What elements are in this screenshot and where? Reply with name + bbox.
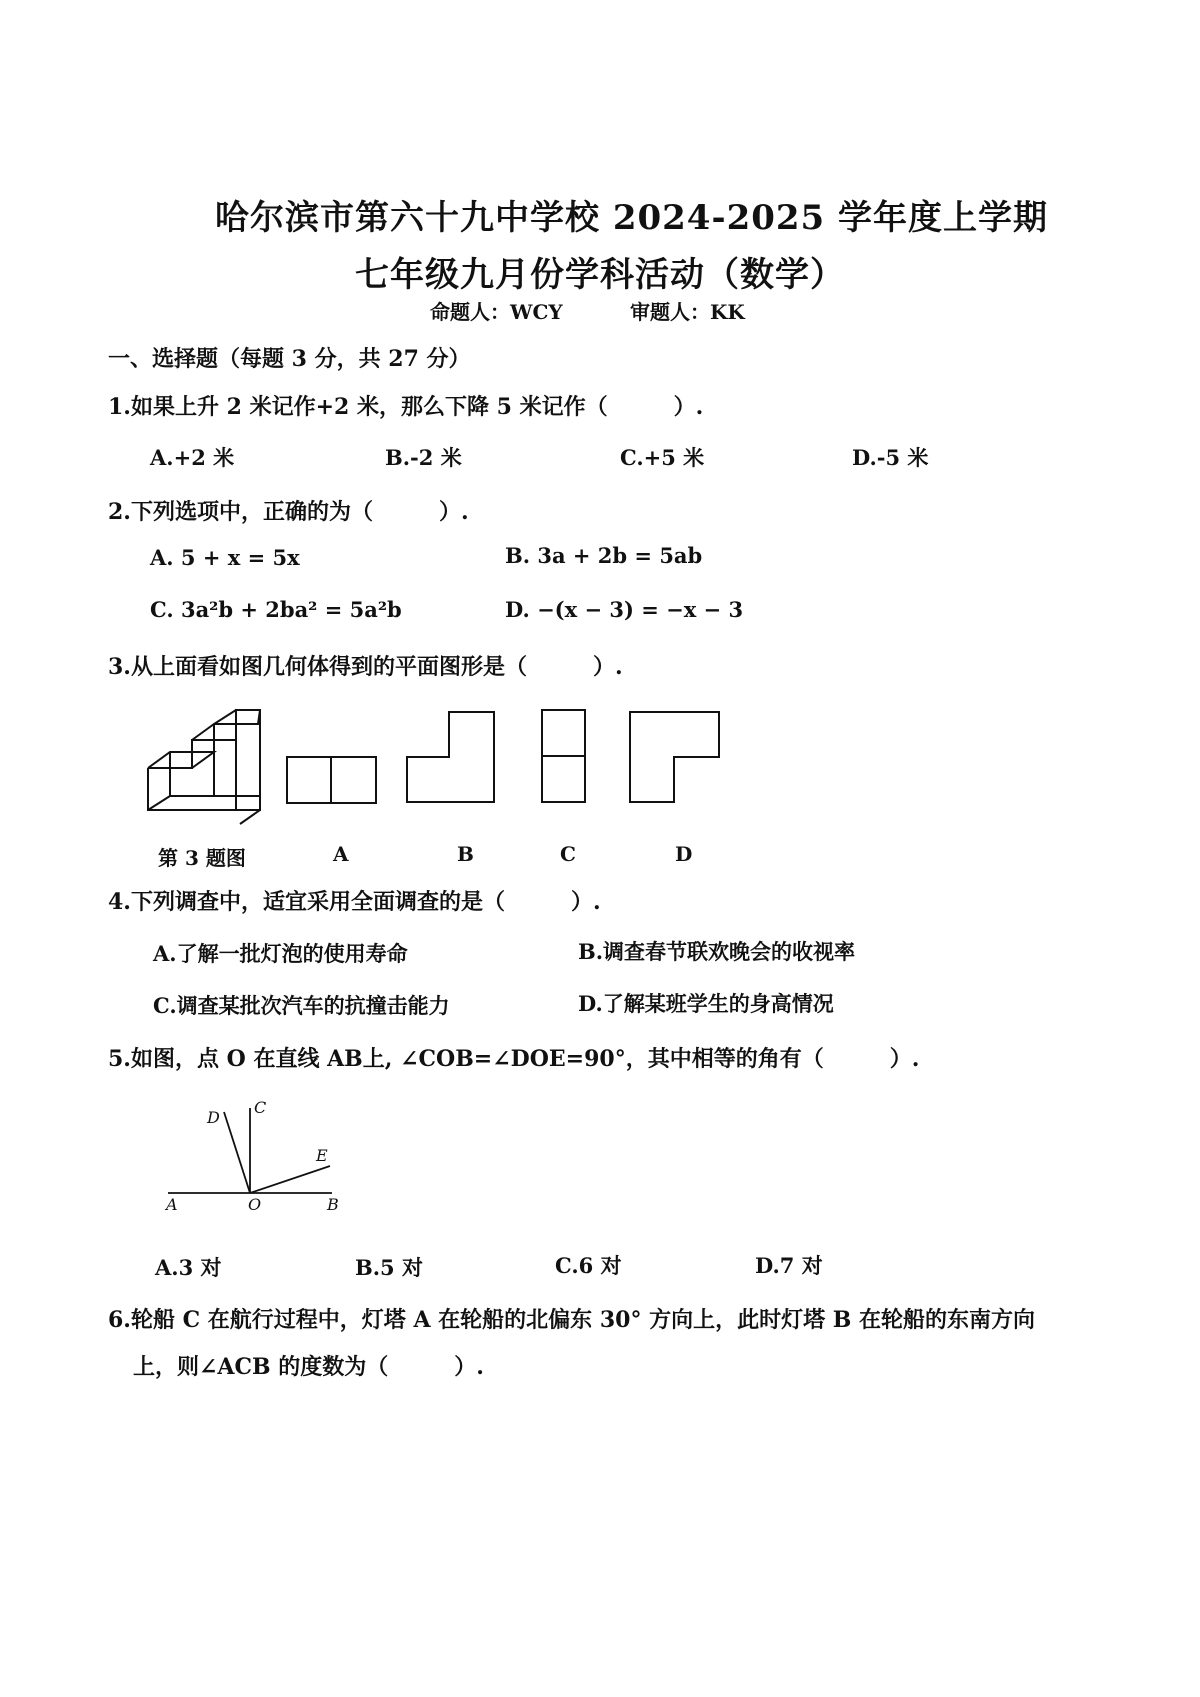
- q1-option-b: B.-2 米: [385, 445, 462, 470]
- q1-option-c: C.+5 米: [620, 445, 705, 470]
- q1-option-a: A.+2 米: [150, 445, 235, 470]
- q5-label-b: B: [327, 1195, 339, 1214]
- exam-title-line1: 哈尔滨市第六十九中学校 2024-2025 学年度上学期: [215, 198, 1049, 238]
- q5-option-a: A.3 对: [155, 1255, 222, 1280]
- q2-stem: 2.下列选项中，正确的为（ ）.: [108, 499, 469, 525]
- q1-stem: 1.如果上升 2 米记作+2 米，那么下降 5 米记作（ ）.: [108, 394, 704, 420]
- q3-option-c-figure: [540, 708, 588, 805]
- exam-author: 命题人：WCY: [430, 300, 563, 324]
- q3-option-d-figure: [628, 710, 722, 805]
- q3-option-a-figure: [285, 755, 380, 807]
- exam-reviewer: 审题人：KK: [630, 300, 745, 324]
- q5-label-e: E: [316, 1146, 328, 1165]
- q4-option-d: D.了解某班学生的身高情况: [578, 991, 834, 1016]
- q1-option-d: D.-5 米: [852, 445, 929, 470]
- q5-option-d: D.7 对: [755, 1253, 823, 1278]
- q4-option-b: B.调查春节联欢晚会的收视率: [578, 939, 856, 964]
- q3-label-d: D: [675, 842, 693, 866]
- q5-label-o: O: [248, 1195, 262, 1214]
- q6-stem-line1: 6.轮船 C 在航行过程中，灯塔 A 在轮船的北偏东 30° 方向上，此时灯塔 B 在轮船的东南方向: [108, 1307, 1036, 1333]
- q4-option-a: A.了解一批灯泡的使用寿命: [153, 941, 408, 966]
- q5-option-c: C.6 对: [555, 1253, 622, 1278]
- q3-label-c: C: [560, 842, 576, 866]
- q5-stem: 5.如图，点 O 在直线 AB上, ∠COB=∠DOE=90°，其中相等的角有（ ）.: [108, 1046, 920, 1072]
- q6-stem-line2: 上，则∠ACB 的度数为（ ）.: [133, 1354, 484, 1380]
- q2-option-a: A. 5 + x = 5x: [150, 545, 300, 570]
- q2-option-c: C. 3a²b + 2ba² = 5a²b: [150, 597, 402, 622]
- q5-label-d: D: [207, 1108, 220, 1127]
- q3-option-b-figure: [405, 710, 497, 805]
- q3-figure-caption: 第 3 题图: [158, 846, 246, 870]
- q2-option-b: B. 3a + 2b = 5ab: [505, 543, 703, 568]
- q5-label-c: C: [254, 1098, 267, 1117]
- q3-stem: 3.从上面看如图几何体得到的平面图形是（ ）.: [108, 654, 623, 680]
- q5-label-a: A: [166, 1195, 178, 1214]
- q3-solid-figure: [140, 700, 270, 825]
- q4-option-c: C.调查某批次汽车的抗撞击能力: [153, 993, 450, 1018]
- q3-label-b: B: [457, 842, 474, 866]
- q5-option-b: B.5 对: [355, 1255, 423, 1280]
- q2-option-d: D. −(x − 3) = −x − 3: [505, 597, 744, 622]
- exam-title-line2: 七年级九月份学科活动（数学）: [355, 255, 845, 295]
- q3-label-a: A: [333, 842, 349, 866]
- q4-stem: 4.下列调查中，适宜采用全面调查的是（ ）.: [108, 889, 601, 915]
- section-heading: 一、选择题（每题 3 分，共 27 分）: [108, 346, 471, 372]
